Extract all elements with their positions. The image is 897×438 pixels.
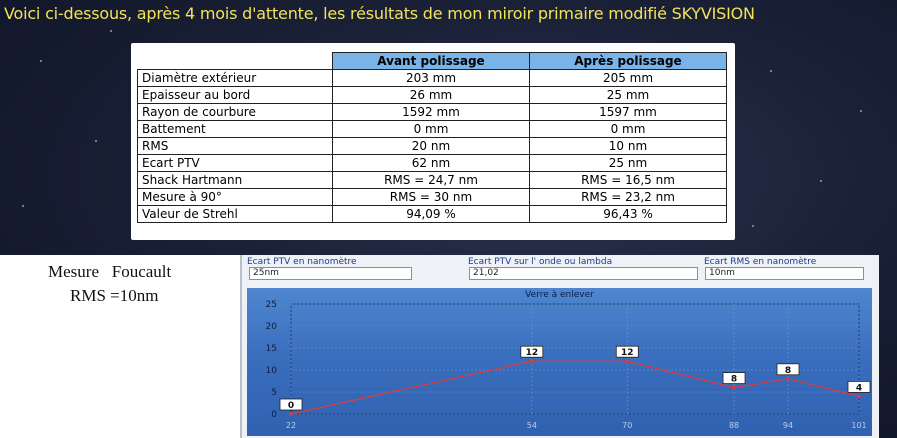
star xyxy=(860,110,862,112)
x-tick-label: 70 xyxy=(622,421,633,430)
row-label: Mesure à 90° xyxy=(138,189,333,206)
value-apres: 205 mm xyxy=(529,70,726,87)
foucault-panel xyxy=(0,255,240,438)
y-tick-label: 10 xyxy=(265,366,277,376)
value-avant: RMS = 24,7 nm xyxy=(333,172,530,189)
data-point xyxy=(289,412,293,416)
value-avant: 0 mm xyxy=(333,121,530,138)
star xyxy=(110,30,112,32)
header-avant: Avant polissage xyxy=(333,53,530,70)
header-apres: Après polissage xyxy=(529,53,726,70)
data-point xyxy=(857,395,861,399)
value-avant: 1592 mm xyxy=(333,104,530,121)
chart-svg xyxy=(247,288,872,436)
value-apres: 25 nm xyxy=(529,155,726,172)
x-tick-label: 94 xyxy=(782,421,794,430)
y-tick-label: 20 xyxy=(265,322,277,332)
x-tick-label: 54 xyxy=(526,421,537,430)
row-label: RMS xyxy=(138,138,333,155)
rms-nm-label: Ecart RMS en nanomètre xyxy=(704,257,817,267)
value-apres: 1597 mm xyxy=(529,104,726,121)
chart-area xyxy=(247,288,872,436)
x-tick-label: 22 xyxy=(285,421,297,430)
series-line xyxy=(291,361,859,414)
value-apres: 96,43 % xyxy=(529,206,726,223)
foucault-rms: RMS =10nm xyxy=(70,286,159,305)
row-label: Diamètre extérieur xyxy=(138,70,333,87)
star xyxy=(22,205,24,207)
value-avant: 26 mm xyxy=(333,87,530,104)
data-point xyxy=(732,386,736,390)
value-apres: RMS = 23,2 nm xyxy=(529,189,726,206)
data-label: 8 xyxy=(784,365,792,376)
y-tick-label: 25 xyxy=(265,300,277,310)
table-row xyxy=(138,206,727,223)
data-label: 12 xyxy=(620,348,634,359)
data-point xyxy=(786,377,790,381)
data-point xyxy=(530,359,534,363)
data-point xyxy=(625,359,629,363)
star xyxy=(770,70,772,72)
value-apres: 25 mm xyxy=(529,87,726,104)
rms-nm-field[interactable]: 10nm xyxy=(705,267,864,280)
chart-title: Verre à enlever xyxy=(525,290,594,300)
table-row xyxy=(138,70,727,87)
header-blank xyxy=(138,53,333,70)
ptv-lambda-field[interactable]: 21,02 xyxy=(469,267,698,280)
comparison-table xyxy=(137,52,727,223)
data-label: 8 xyxy=(730,374,738,385)
star xyxy=(40,60,42,62)
ptv-nm-label: Ecart PTV en nanomètre xyxy=(247,257,357,267)
row-label: Ecart PTV xyxy=(138,155,333,172)
plot-area-border xyxy=(291,304,859,414)
y-tick-label: 5 xyxy=(271,388,277,398)
value-apres: 0 mm xyxy=(529,121,726,138)
table-row xyxy=(138,104,727,121)
value-avant: 62 nm xyxy=(333,155,530,172)
value-avant: 203 mm xyxy=(333,70,530,87)
x-tick-label: 101 xyxy=(851,421,867,430)
value-apres: 10 nm xyxy=(529,138,726,155)
data-label: 4 xyxy=(855,383,863,394)
y-tick-label: 15 xyxy=(265,344,277,354)
star xyxy=(820,180,822,182)
table-row xyxy=(138,121,727,138)
comparison-table-card xyxy=(131,43,735,240)
ptv-nm-field[interactable]: 25nm xyxy=(249,267,412,280)
table-row xyxy=(138,172,727,189)
row-label: Epaisseur au bord xyxy=(138,87,333,104)
table-row xyxy=(138,138,727,155)
value-avant: 94,09 % xyxy=(333,206,530,223)
table-header-row xyxy=(138,53,727,70)
row-label: Shack Hartmann xyxy=(138,172,333,189)
table-row xyxy=(138,189,727,206)
ptv-lambda-label: Ecart PTV sur l' onde ou lambda xyxy=(468,257,613,267)
data-label: 12 xyxy=(525,348,539,359)
star xyxy=(95,140,97,142)
row-label: Rayon de courbure xyxy=(138,104,333,121)
y-tick-label: 0 xyxy=(271,410,277,420)
row-label: Valeur de Strehl xyxy=(138,206,333,223)
row-label: Battement xyxy=(138,121,333,138)
foucault-title: Mesure Foucault xyxy=(48,262,172,281)
table-row xyxy=(138,155,727,172)
value-apres: RMS = 16,5 nm xyxy=(529,172,726,189)
table-row xyxy=(138,87,727,104)
value-avant: 20 nm xyxy=(333,138,530,155)
data-label: 0 xyxy=(287,401,295,411)
page-headline: Voici ci-dessous, après 4 mois d'attente, les résultats de mon miroir primaire modifié SKYVISION xyxy=(4,4,755,23)
star xyxy=(752,225,754,227)
analysis-software-panel xyxy=(240,255,879,438)
x-tick-label: 88 xyxy=(728,421,740,430)
value-avant: RMS = 30 nm xyxy=(333,189,530,206)
